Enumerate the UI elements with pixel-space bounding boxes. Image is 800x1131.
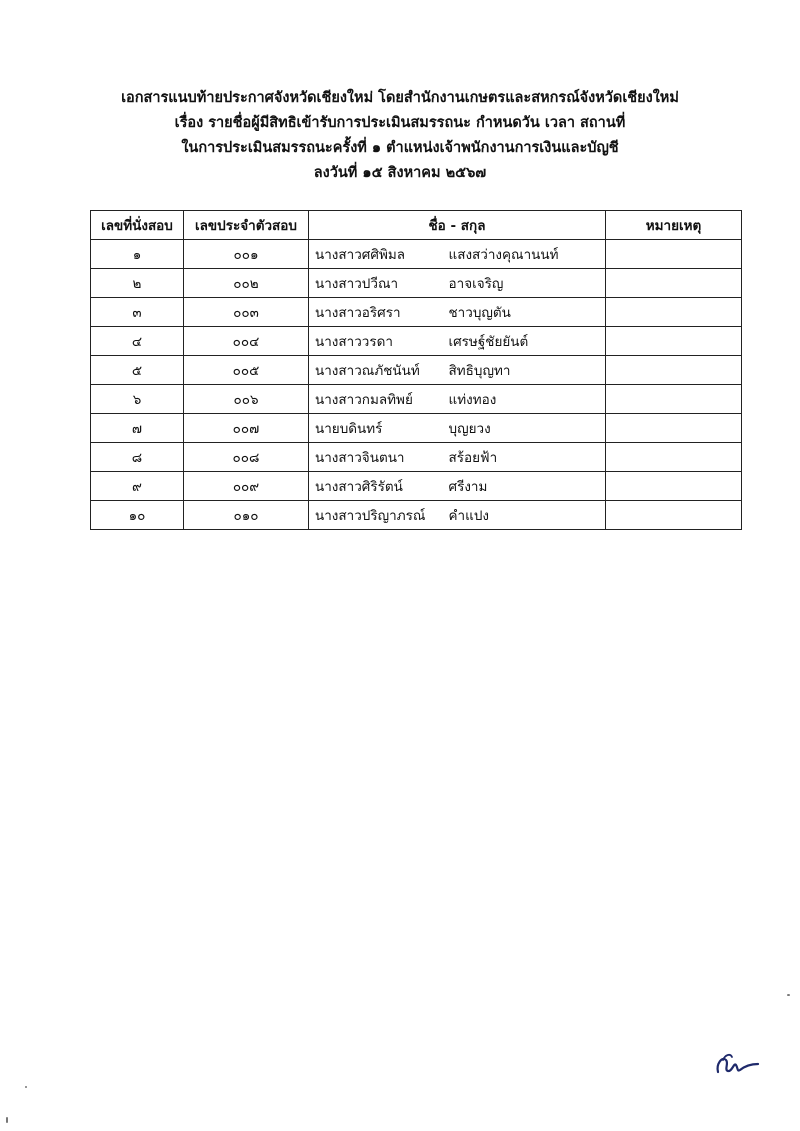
document-heading bbox=[0, 86, 800, 186]
table-header-row bbox=[91, 211, 742, 240]
remark-cell bbox=[606, 298, 742, 327]
header-remark: หมายเหตุ bbox=[606, 211, 742, 240]
last-name-cell: คำแปง bbox=[447, 501, 606, 530]
table-row bbox=[91, 472, 742, 501]
remark-cell bbox=[606, 385, 742, 414]
table-row bbox=[91, 385, 742, 414]
remark-cell bbox=[606, 501, 742, 530]
remark-cell bbox=[606, 327, 742, 356]
exam-id-cell: ๐๐๔ bbox=[184, 327, 309, 356]
last-name-cell: สิทธิบุญทา bbox=[447, 356, 606, 385]
remark-cell bbox=[606, 269, 742, 298]
exam-id-cell: ๐๐๓ bbox=[184, 298, 309, 327]
last-name-cell: แท่งทอง bbox=[447, 385, 606, 414]
seat-number-cell: ๗ bbox=[91, 414, 184, 443]
scan-speck bbox=[6, 1117, 8, 1123]
signature-initials bbox=[712, 1048, 760, 1078]
scan-speck bbox=[25, 1086, 27, 1088]
table-row bbox=[91, 443, 742, 472]
seat-number-cell: ๒ bbox=[91, 269, 184, 298]
last-name-cell: ศรีงาม bbox=[447, 472, 606, 501]
first-name-cell: นางสาววรดา bbox=[309, 327, 447, 356]
first-name-cell: นางสาวศิริรัตน์ bbox=[309, 472, 447, 501]
heading-line-4: ลงวันที่ ๑๕ สิงหาคม ๒๕๖๗ bbox=[313, 165, 487, 181]
first-name-cell: นางสาวอริศรา bbox=[309, 298, 447, 327]
seat-number-cell: ๖ bbox=[91, 385, 184, 414]
exam-id-cell: ๐๐๑ bbox=[184, 240, 309, 269]
header-exam-id: เลขประจำตัวสอบ bbox=[184, 211, 309, 240]
first-name-cell: นางสาวปริญาภรณ์ bbox=[309, 501, 447, 530]
seat-number-cell: ๑๐ bbox=[91, 501, 184, 530]
exam-id-cell: ๐๐๒ bbox=[184, 269, 309, 298]
seat-number-cell: ๑ bbox=[91, 240, 184, 269]
table-body bbox=[91, 240, 742, 530]
remark-cell bbox=[606, 356, 742, 385]
table-row bbox=[91, 327, 742, 356]
last-name-cell: แสงสว่างคุณานนท์ bbox=[447, 240, 606, 269]
table-row bbox=[91, 414, 742, 443]
remark-cell bbox=[606, 472, 742, 501]
first-name-cell: นางสาวปวีณา bbox=[309, 269, 447, 298]
seat-number-cell: ๕ bbox=[91, 356, 184, 385]
last-name-cell: อาจเจริญ bbox=[447, 269, 606, 298]
last-name-cell: สร้อยฟ้า bbox=[447, 443, 606, 472]
exam-id-cell: ๐๐๕ bbox=[184, 356, 309, 385]
exam-id-cell: ๐๐๘ bbox=[184, 443, 309, 472]
table-row bbox=[91, 269, 742, 298]
exam-id-cell: ๐๐๗ bbox=[184, 414, 309, 443]
table-row bbox=[91, 298, 742, 327]
first-name-cell: นางสาวณภัชนันท์ bbox=[309, 356, 447, 385]
table-row bbox=[91, 356, 742, 385]
remark-cell bbox=[606, 443, 742, 472]
heading-line-1: เอกสารแนบท้ายประกาศจังหวัดเชียงใหม่ โดยสำนักงานเกษตรและสหกรณ์จังหวัดเชียงใหม่ bbox=[121, 90, 679, 106]
first-name-cell: นางสาวกมลทิพย์ bbox=[309, 385, 447, 414]
seat-number-cell: ๓ bbox=[91, 298, 184, 327]
candidate-table bbox=[90, 210, 742, 530]
last-name-cell: เศรษฐ์ชัยยันต์ bbox=[447, 327, 606, 356]
first-name-cell: นายบดินทร์ bbox=[309, 414, 447, 443]
first-name-cell: นางสาวศศิพิมล bbox=[309, 240, 447, 269]
header-seat-number: เลขที่นั่งสอบ bbox=[91, 211, 184, 240]
scan-speck bbox=[787, 994, 790, 996]
seat-number-cell: ๘ bbox=[91, 443, 184, 472]
heading-line-3: ในการประเมินสมรรถนะครั้งที่ ๑ ตำแหน่งเจ้าพนักงานการเงินและบัญชี bbox=[181, 140, 619, 156]
exam-id-cell: ๐๑๐ bbox=[184, 501, 309, 530]
seat-number-cell: ๙ bbox=[91, 472, 184, 501]
exam-id-cell: ๐๐๖ bbox=[184, 385, 309, 414]
remark-cell bbox=[606, 414, 742, 443]
remark-cell bbox=[606, 240, 742, 269]
last-name-cell: ชาวบุญตัน bbox=[447, 298, 606, 327]
exam-id-cell: ๐๐๙ bbox=[184, 472, 309, 501]
seat-number-cell: ๔ bbox=[91, 327, 184, 356]
last-name-cell: บุญยวง bbox=[447, 414, 606, 443]
table-row bbox=[91, 501, 742, 530]
header-full-name: ชื่อ - สกุล bbox=[309, 211, 606, 240]
table-row bbox=[91, 240, 742, 269]
first-name-cell: นางสาวจินตนา bbox=[309, 443, 447, 472]
heading-line-2: เรื่อง รายชื่อผู้มีสิทธิเข้ารับการประเมินสมรรถนะ กำหนดวัน เวลา สถานที่ bbox=[174, 115, 626, 131]
